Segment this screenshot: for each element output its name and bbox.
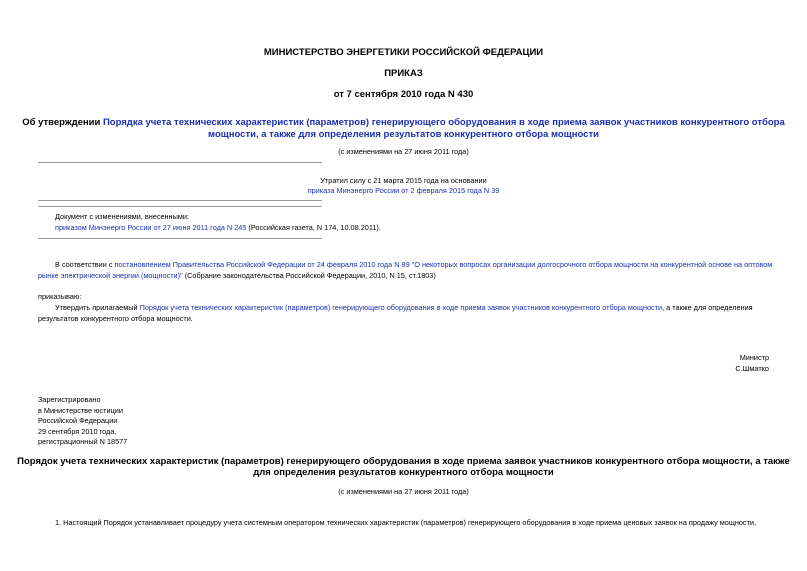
amendment-order-link[interactable]: приказом Минэнерго России от 27 июня 2011 года N 245 [55,223,247,232]
approve-rest: , а также для определения [662,303,753,312]
government-decree-link[interactable]: постановлением Правительства Российской Федерации от 24 февраля 2010 года N 89 "О некоторых вопросах организации долгосрочного отбора мощности на конкурентной основе на оптовом [114,260,773,269]
approve-prefix: Утвердить прилагаемый [55,303,140,312]
procedure-title-line2: для определения результатов конкурентного отбора мощности [253,467,554,478]
expired-order-link[interactable]: приказа Минэнерго России от 2 февраля 2015 года N 39 [307,186,500,195]
amendments-line [55,223,381,232]
registration-block [38,395,238,448]
signature-title: Министр [739,353,769,362]
divider [38,162,322,163]
amendment-source: (Российская газета, N 174, 10.08.2011). [246,223,381,232]
government-decree-link-cont[interactable]: рынке электрической энергии (мощности)" [38,271,183,280]
registration-line: регистрационный N 18577 [38,437,128,446]
ministry-heading: МИНИСТЕРСТВО ЭНЕРГЕТИКИ РОССИЙСКОЙ ФЕДЕРАЦИИ [263,47,544,58]
approved-procedure-link[interactable]: Порядок учета технических характеристик (параметров) генерирующего оборудования в ходе приема заявок участников конкурентного отбора мощности [139,303,663,312]
divider [38,200,322,201]
expired-note: Утратил силу с 21 марта 2015 года на основании [320,176,487,185]
divider [38,238,322,239]
amended-note: (с изменениями на 27 июня 2011 года) [338,147,469,156]
preamble-suffix: (Собрание законодательства Российской Федерации, 2010, N 15, ст.1803) [182,271,436,280]
procedure-link[interactable]: Порядка учета технических характеристик (параметров) генерирующего оборудования в ходе приема заявок участников конкурентного отбора [102,117,785,128]
preamble-line1 [55,260,772,269]
preamble-prefix: В соответствии с [55,260,115,269]
amendments-label: Документ с изменениями, внесенными: [55,212,189,221]
preamble-line2 [38,271,436,280]
registration-line: Зарегистрировано [38,395,101,404]
document-type: ПРИКАЗ [384,68,423,79]
procedure-item-1: 1. Настоящий Порядок устанавливает процедуру учета системным оператором технических характеристик (параметров) генерирующего оборудования в ходе приема ценовых заявок на продажу мощности, [55,518,757,527]
signature-name: С.Шматко [735,364,769,373]
order-word: приказываю: [38,292,82,301]
divider [38,206,322,207]
procedure-link-line2[interactable]: мощности, а также для определения результатов конкурентного отбора мощности [208,129,599,140]
procedure-title-line1: Порядок учета технических характеристик (параметров) генерирующего оборудования в ходе приема заявок участников конкурентного отбора мощности, а также [17,456,790,467]
order-title-line1 [0,117,807,128]
procedure-amended-note: (с изменениями на 27 июня 2011 года) [338,487,469,496]
order-title-prefix: Об утверждении [22,117,103,128]
registration-line: Российской Федерации [38,416,118,425]
approve-line1 [55,303,753,312]
registration-line: в Министерстве юстиции [38,405,123,415]
order-date: от 7 сентября 2010 года N 430 [333,89,474,100]
approve-line2: результатов конкурентного отбора мощности. [38,314,193,323]
registration-line: 29 сентября 2010 года, [38,426,117,436]
